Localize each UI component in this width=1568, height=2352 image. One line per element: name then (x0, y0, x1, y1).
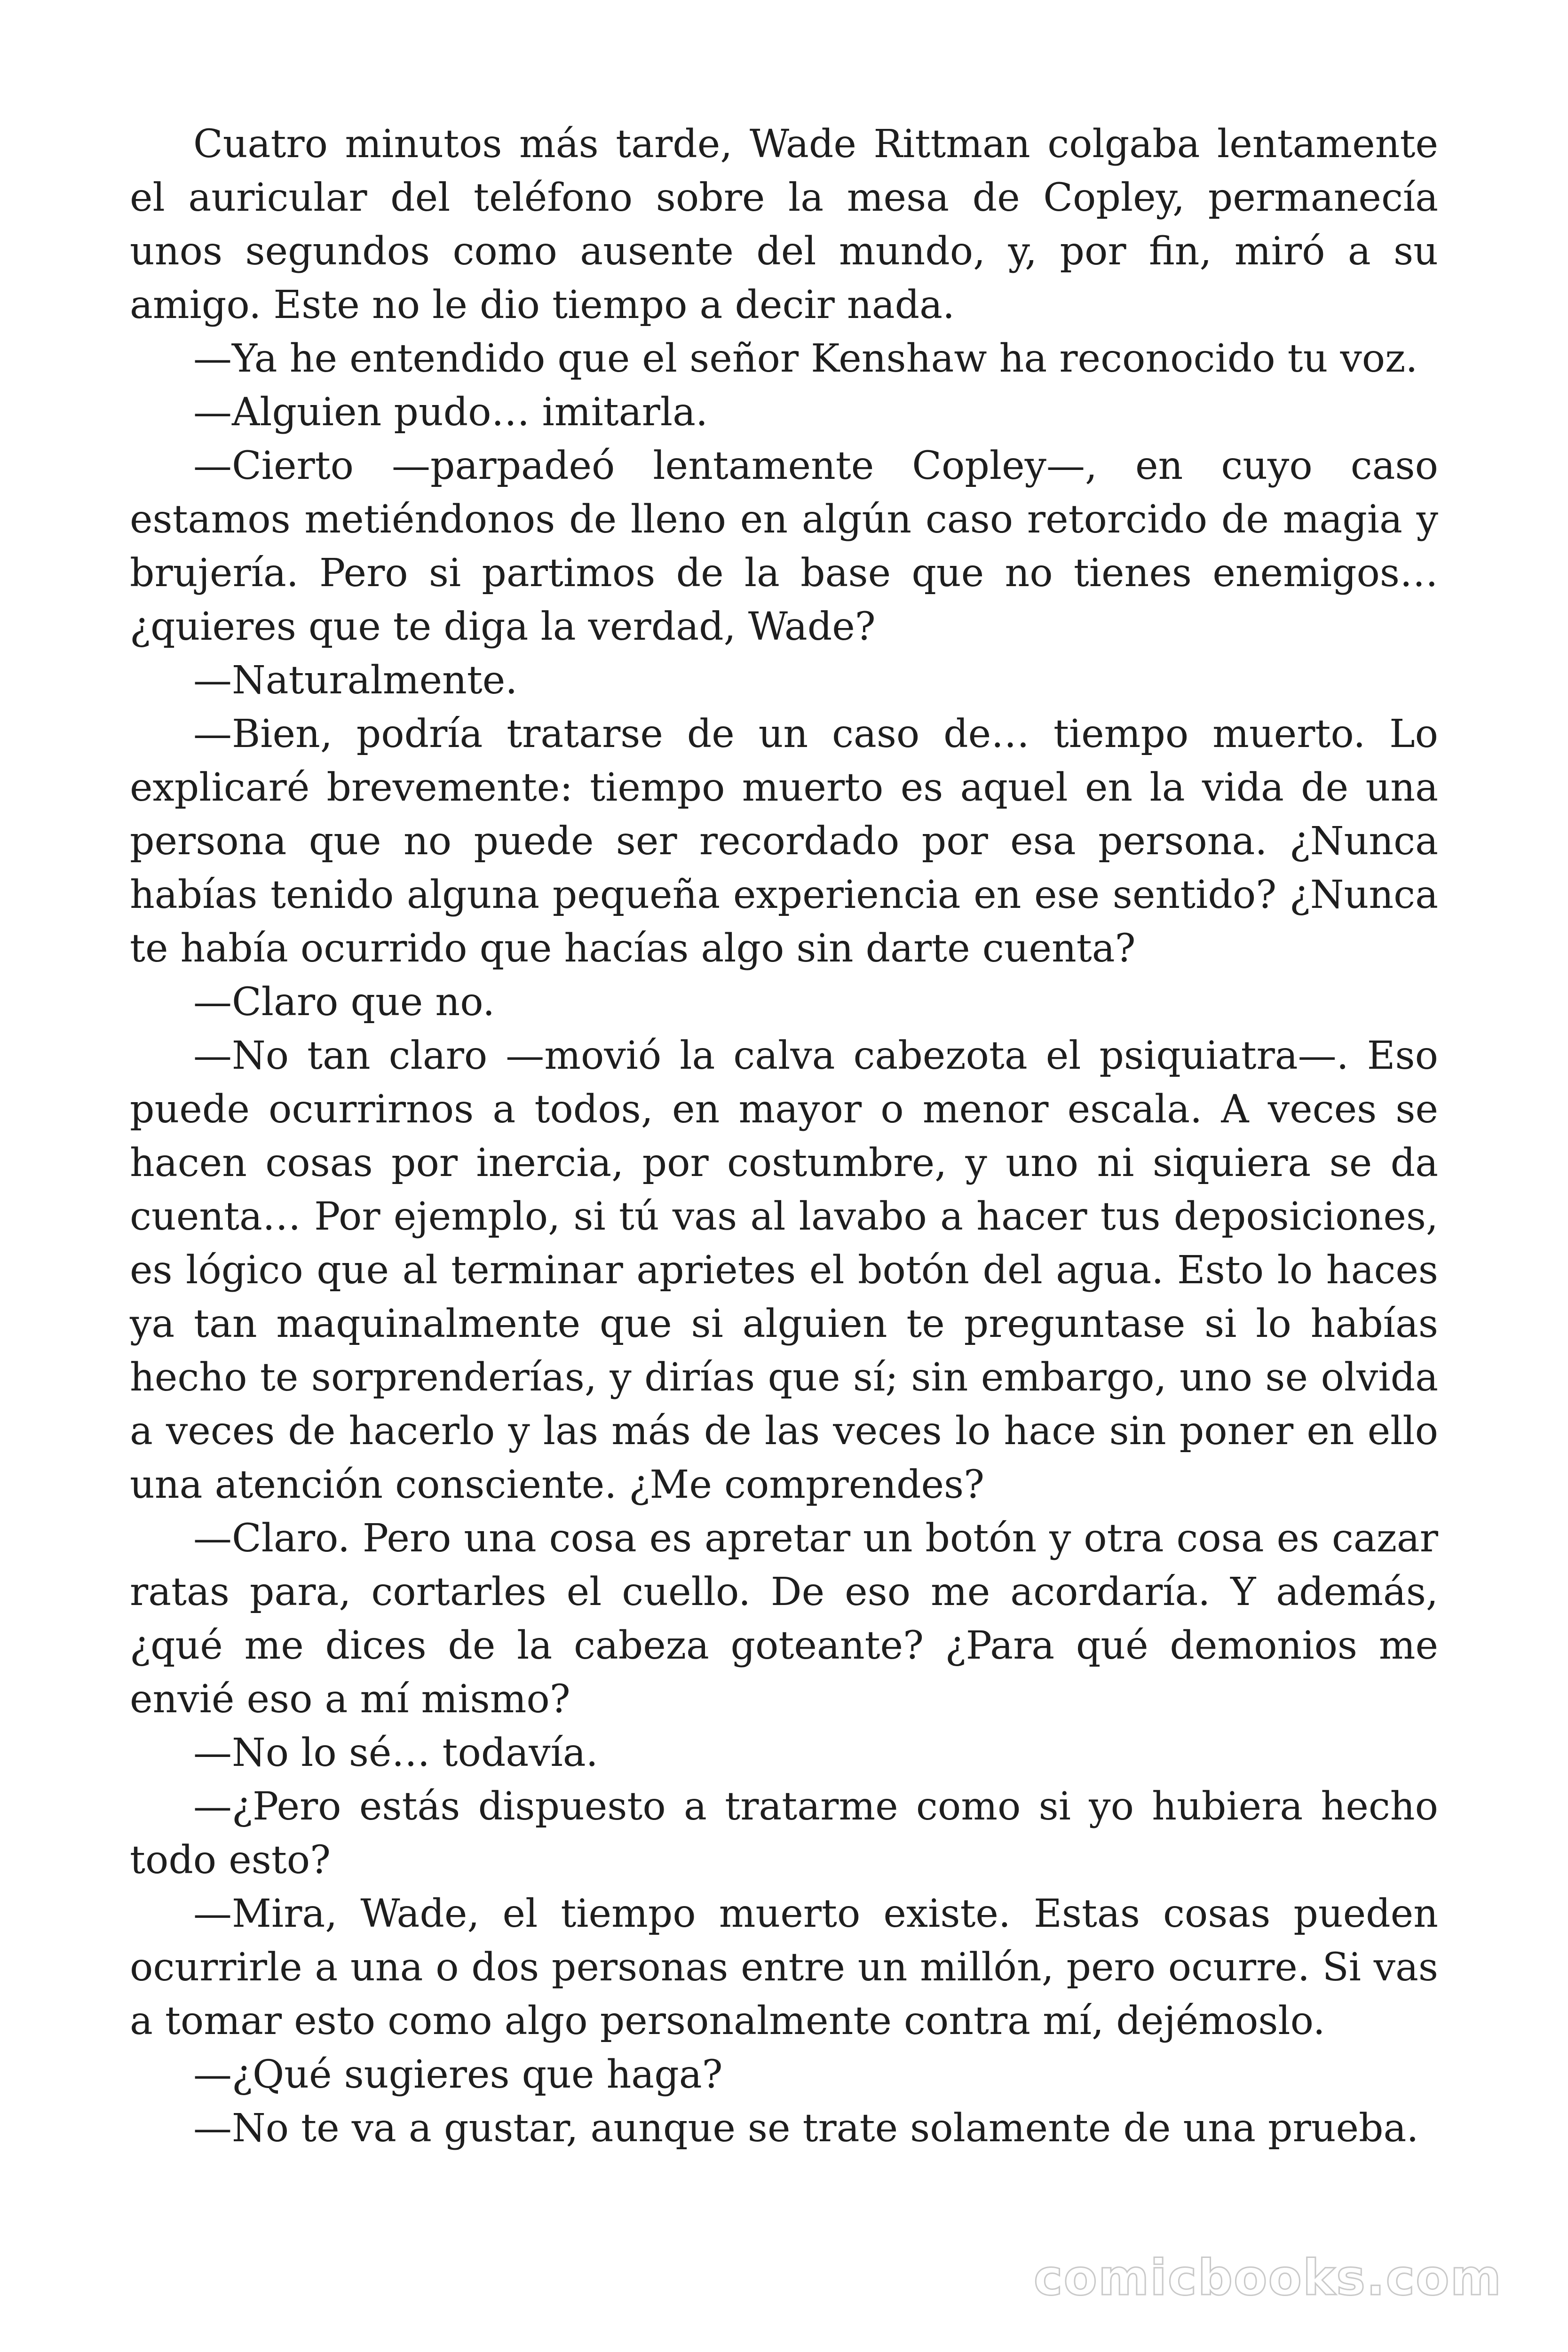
paragraph: —Cierto —parpadeó lentamente Copley—, en cuyo caso estamos metiéndonos de lleno en algún caso retorcido de magia y brujería. Pero si partimos de la base que no tienes enemigos… ¿quieres que te diga la verdad, Wade? (130, 444, 1438, 649)
paragraph: —Claro. Pero una cosa es apretar un botón y otra cosa es cazar ratas para, cortarles el cuello. De eso me acordaría. Y además, ¿qué me dices de la cabeza goteante? ¿Para qué demonios me envié eso a mí mismo? (130, 1516, 1438, 1722)
paragraph: —No tan claro —movió la calva cabezota el psiquiatra—. Eso puede ocurrirnos a todos, en mayor o menor escala. A veces se hacen cosas por inercia, por costumbre, y uno ni siquiera se da cuenta… Por ejemplo, si tú vas al lavabo a hacer tus deposiciones, es lógico que al terminar aprietes el botón del agua. Esto lo haces ya tan maquinalmente que si alguien te preguntase si lo habías hecho te sorprenderías, y dirías que sí; sin embargo, uno se olvida a veces de hacerlo y las más de las veces lo hace sin poner en ello una atención consciente. ¿Me comprendes? (130, 1033, 1438, 1507)
paragraph: —Claro que no. (193, 980, 495, 1025)
paragraph: —Mira, Wade, el tiempo muerto existe. Estas cosas pueden ocurrirle a una o dos personas entre un millón, pero ocurre. Si vas a tomar esto como algo personalmente contra mí, dejémoslo. (130, 1891, 1438, 2043)
paragraph: —Bien, podría tratarse de un caso de… tiempo muerto. Lo explicaré brevemente: tiempo muerto es aquel en la vida de una persona que no puede ser recordado por esa persona. ¿Nunca habías tenido alguna pequeña experiencia en ese sentido? ¿Nunca te había ocurrido que hacías algo sin darte cuenta? (130, 712, 1438, 971)
body-text (130, 118, 1438, 2155)
paragraph: —Naturalmente. (193, 658, 518, 703)
watermark: comicbooks.com (1033, 2249, 1502, 2306)
paragraph: —¿Pero estás dispuesto a tratarme como si yo hubiera hecho todo esto? (130, 1784, 1438, 1883)
paragraph: —Ya he entendido que el señor Kenshaw ha reconocido tu voz. (193, 336, 1418, 381)
paragraph: Cuatro minutos más tarde, Wade Rittman colgaba lentamente el auricular del teléfono sobre la mesa de Copley, permanecía unos segundos como ausente del mundo, y, por fin, miró a su amigo. Este no le dio tiempo a decir nada. (130, 122, 1438, 327)
paragraph: —No lo sé… todavía. (193, 1731, 598, 1775)
paragraph: —No te va a gustar, aunque se trate solamente de una prueba. (193, 2106, 1419, 2151)
paragraph: —Alguien pudo… imitarla. (193, 390, 708, 435)
paragraph: —¿Qué sugieres que haga? (193, 2052, 723, 2097)
